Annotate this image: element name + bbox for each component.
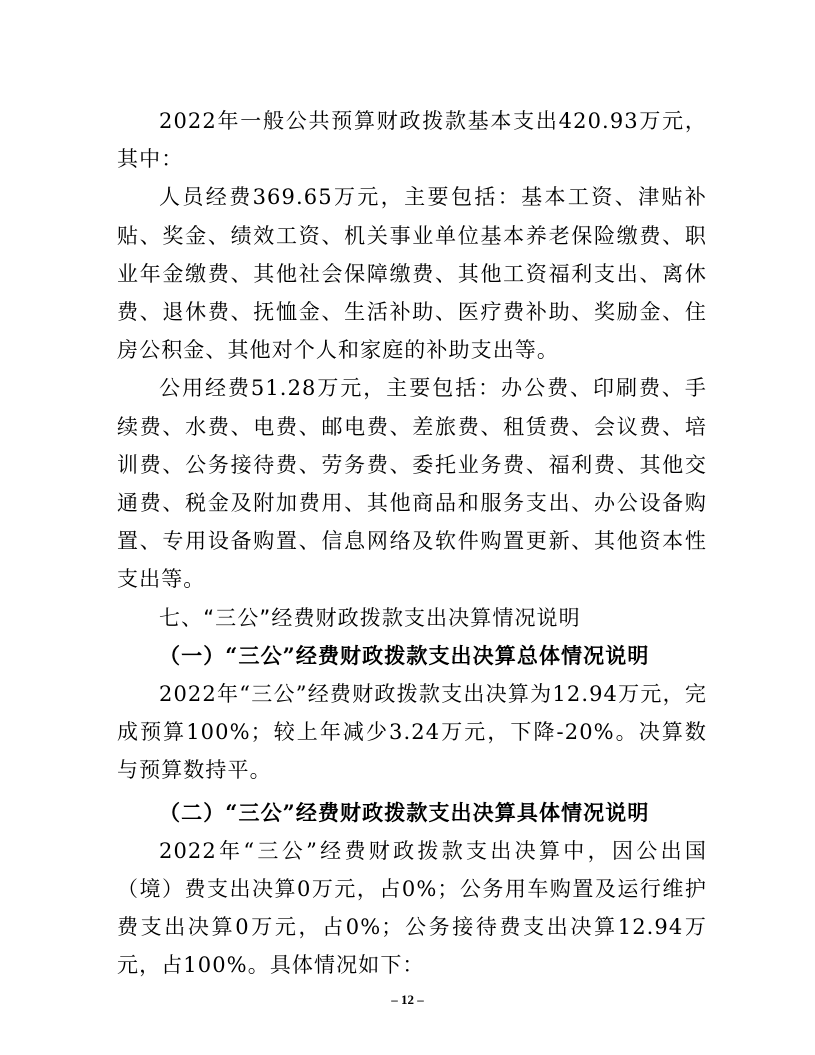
subheading-overall: （一）“三公”经费财政拨款支出决算总体情况说明 [159, 642, 650, 668]
subheading-specific: （二）“三公”经费财政拨款支出决算具体情况说明 [159, 799, 650, 825]
paragraph-public-expenses: 公用经费51.28万元，主要包括：办公费、印刷费、手续费、水费、电费、邮电费、差旅费、租赁费、会议费、培训费、公务接待费、劳务费、委托业务费、福利费、其他交通费、税金及附加费用、其他商品和服务支出、办公设备购置、专用设备购置、信息网络及软件购置更新、其他资本性支出等。 [117, 376, 707, 592]
document-body [117, 102, 707, 985]
paragraph-overall-summary: 2022年“三公”经费财政拨款支出决算为12.94万元，完成预算100%；较上年减少3.24万元，下降-20%。决算数与预算数持平。 [117, 682, 707, 783]
section-heading-three-public: 七、“三公”经费财政拨款支出决算情况说明 [159, 605, 581, 630]
paragraph-specific-summary: 2022年“三公”经费财政拨款支出决算中，因公出国（境）费支出决算0万元，占0%；公务用车购置及运行维护费支出决算0万元，占0%；公务接待费支出决算12.94万元，占100%。具体情况如下： [117, 838, 707, 978]
paragraph-personnel-expenses: 人员经费369.65万元，主要包括：基本工资、津贴补贴、奖金、绩效工资、机关事业单位基本养老保险缴费、职业年金缴费、其他社会保障缴费、其他工资福利支出、离休费、退休费、抚恤金、生活补助、医疗费补助、奖励金、住房公积金、其他对个人和家庭的补助支出等。 [117, 185, 707, 363]
page-number: – 12 – [391, 992, 424, 1007]
paragraph-basic-expenditure: 2022年一般公共预算财政拨款基本支出420.93万元，其中： [117, 109, 707, 172]
